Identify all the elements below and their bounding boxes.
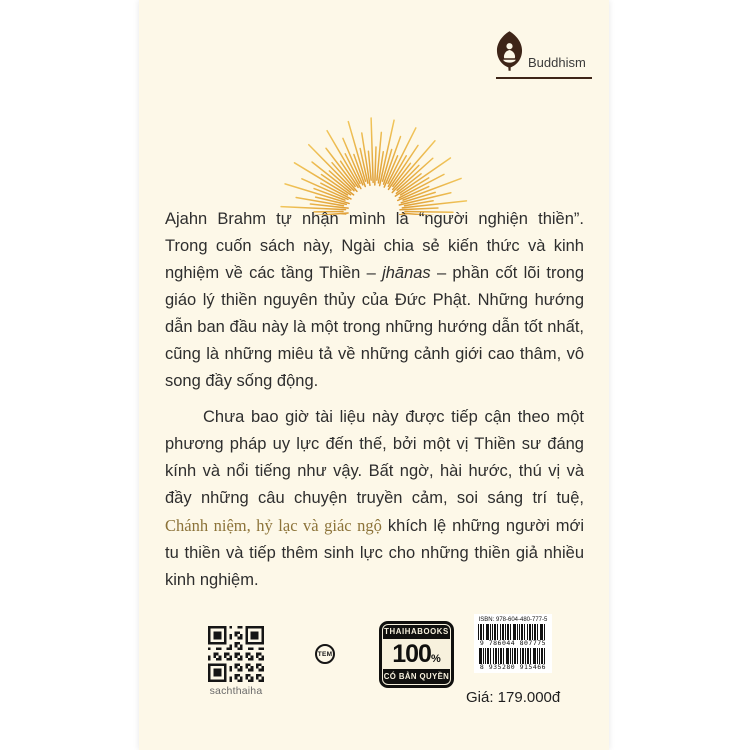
paragraph-2-text: Chưa bao giờ tài liệu này được tiếp cận theo một phương pháp uy lực đến thế, bởi một vị Thiền sư đáng kính và nổi tiếng như vậy. Bất ngờ, hài hước, thú vị và đầy những câu chuyện truyền cảm, soi sáng trí tuệ,: [165, 408, 584, 507]
book-cover: [139, 0, 609, 750]
isbn-label: ISBN: 978-604-480-777-5: [478, 617, 548, 623]
barcode-ean-isbn: [478, 624, 548, 640]
badge-inner: [382, 624, 451, 685]
sun-rays-illustration: [139, 100, 609, 215]
tem-stamp-label: TEM: [317, 650, 333, 658]
ean-digits-isbn: 9 786044 807775: [479, 639, 547, 647]
barcode-ean-product: [478, 648, 548, 664]
bodhi-leaf-buddhism-icon: [496, 31, 523, 72]
badge-copyright-text: CÓ BẢN QUYỀN: [383, 672, 450, 681]
badge-number: 100: [392, 639, 431, 668]
book-title-inline: Chánh niệm, hỷ lạc và giác ngộ: [165, 516, 382, 535]
brand-label: Buddhism: [528, 55, 586, 70]
qr-block: [207, 626, 265, 697]
qr-caption: sachthaiha: [209, 685, 263, 697]
paragraph-2: [165, 404, 584, 594]
paragraph-1: [165, 206, 584, 395]
tem-stamp: [315, 644, 335, 664]
paragraph-1-text-cont: – phần cốt lõi trong giáo lý thiền nguyên thủy của Đức Phật. Những hướng dẫn ban đầu này là một trong những hướng dẫn tốt nhất, cũng là những miêu tả về những cảnh giới cao thâm, vô song đầy sống động.: [165, 264, 584, 390]
badge-100-percent: [383, 639, 450, 669]
jhanas-term: jhānas: [382, 264, 431, 282]
thaihabooks-copyright-badge: [379, 621, 454, 688]
badge-publisher-name: THAIHABOOKS: [384, 627, 449, 636]
ean-digits-product: 8 935280 915466: [479, 663, 547, 671]
description-text: [165, 206, 584, 603]
price-label: Giá: 179.000đ: [466, 689, 561, 706]
publisher-brand: [496, 31, 592, 79]
badge-percent-sign: %: [430, 652, 441, 665]
paragraph-2-text-cont: khích lệ những người mới tu thiền và tiếp thêm sinh lực cho những thiền giả nhiều kinh nghiệm.: [165, 517, 584, 589]
barcode-block: [474, 614, 552, 673]
qr-code: [208, 626, 264, 682]
paragraph-1-text: Ajahn Brahm tự nhận mình là “người nghiện thiền”. Trong cuốn sách này, Ngài chia sẻ kiến thức và kinh nghiệm về các tầng Thiền –: [165, 210, 584, 282]
